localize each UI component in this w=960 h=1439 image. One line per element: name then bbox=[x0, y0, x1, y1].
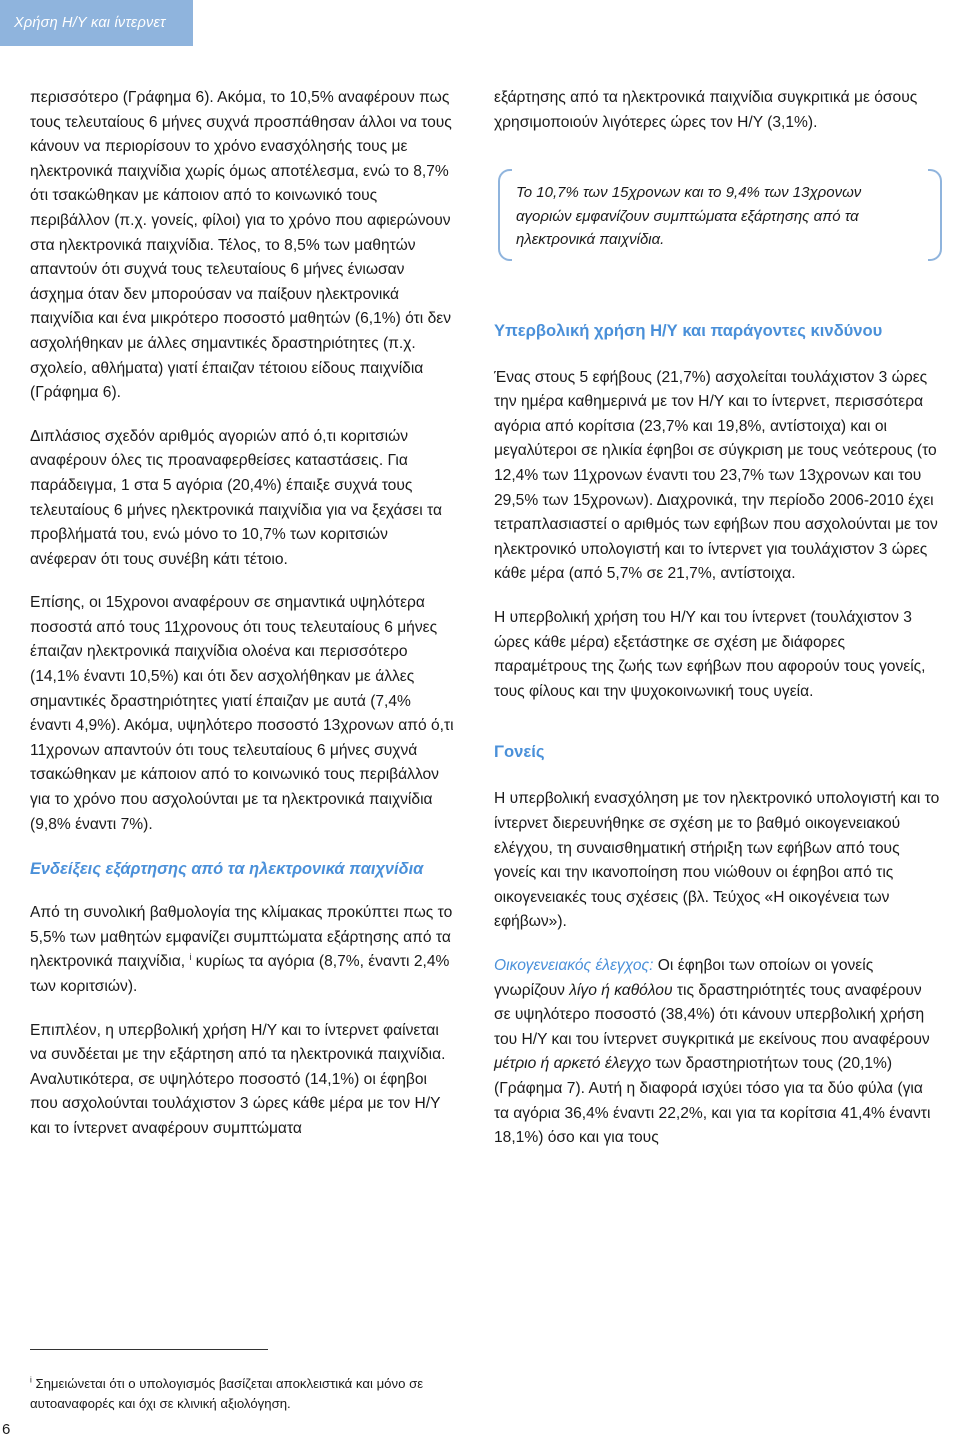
paragraph-text: Από τη συνολική βαθμολογία της κλίμακας προκύπτει πως το 5,5% των μαθητών εμφανίζει συμπτώματα εξάρτησης από τα ηλεκτρονικά παιχνίδια, bbox=[30, 904, 453, 971]
section-heading-parents: Γονείς bbox=[494, 742, 545, 762]
right-brace-icon bbox=[928, 169, 942, 261]
footnote-text: Σημειώνεται ότι ο υπολογισμός βασίζεται αποκλειστικά και μόνο σε αυτοαναφορές και όχι σε κλινική αξιολόγηση. bbox=[30, 1376, 424, 1411]
paragraph: Επίσης, οι 15χρονοι αναφέρουν σε σημαντικά υψηλότερα ποσοστά από τους 11χρονους ότι τους τελευταίους 6 μήνες έπαιζαν ηλεκτρονικά παιχνίδια ολοένα και περισσότερο (14,1% έναντι 10,5%) και ότι δεν ασχολήθηκαν με άλλες σημαντικές δραστηριότητες γιατί έπαιζαν με αυτά (7,4% έναντι 4,9%). Ακόμα, υψηλότερο ποσοστό 13χρονων από ό,τι 11χρονων απαντούν ότι τους τελευταίους 6 μήνες συχνά τσακώθηκαν με κάποιον από το κοινωνικό τους περιβάλλον για το χρόνο που ασχολούνται με τα ηλεκτρονικά παιχνίδια (9,8% έναντι 7%). bbox=[30, 594, 454, 833]
footnote bbox=[30, 1374, 456, 1413]
highlight-callout bbox=[494, 175, 940, 258]
callout-text: Το 10,7% των 15χρονων και το 9,4% των 13χρονων αγοριών εμφανίζουν συμπτώματα εξάρτησης από τα ηλεκτρονικά παιχνίδια. bbox=[516, 184, 862, 249]
paragraph-text: κυρίως τα αγόρια (8,7%, έναντι 2,4% των κοριτσιών). bbox=[30, 953, 450, 995]
paragraph: εξάρτησης από τα ηλεκτρονικά παιχνίδια συγκριτικά με όσους χρησιμοποιούν λιγότερες ώρες τον Η/Υ (3,1%). bbox=[494, 89, 918, 131]
emphasis-text: λίγο ή καθόλου bbox=[569, 981, 673, 999]
section-heading-addiction: Ενδείξεις εξάρτησης από τα ηλεκτρονικά παιχνίδια bbox=[30, 860, 424, 879]
paragraph: περισσότερο (Γράφημα 6). Ακόμα, το 10,5% αναφέρουν πως τους τελευταίους 6 μήνες συχνά προσπάθησαν άλλοι να τους κάνουν να περιορίσουν το χρόνο ενασχόλησής τους με ηλεκτρονικά παιχνίδια χωρίς όμως αποτέλεσμα, ενώ το 8,7% ότι τσακώθηκαν με κάποιον από το κοινωνικό τους περιβάλλον (π.χ. γονείς, φίλοι) για το χρόνο που αφιερώνουν στα ηλεκτρονικά παιχνίδια. Τέλος, το 8,5% των μαθητών απαντούν ότι συχνά τους τελευταίους 6 μήνες ένιωσαν άσχημα όταν δεν μπορούσαν να παίξουν ηλεκτρονικά παιχνίδια και ένα μικρότερο ποσοστό μαθητών (6,1%) ότι δεν ασχολήθηκαν με άλλες σημαντικές δραστηριότητες (π.χ. σχολείο, αθλήματα) γιατί έπαιζαν τέτοιου είδους παιχνίδια (Γράφημα 6). bbox=[30, 89, 452, 402]
footnote-divider bbox=[30, 1349, 268, 1350]
section-title-tab bbox=[0, 0, 193, 46]
paragraph-text: των δραστηριοτήτων τους (20,1%) (Γράφημα 7). Αυτή η διαφορά ισχύει τόσο για τα δύο φύλα (για τα αγόρια 36,4% έναντι 22,2%, και για τα κορίτσια 41,4% έναντι 18,1%) όσο και για τους bbox=[494, 1055, 931, 1147]
paragraph: Ένας στους 5 εφήβους (21,7%) ασχολείται τουλάχιστον 3 ώρες την ημέρα καθημερινά με τον Η/Υ και το ίντερνετ, περισσότερα αγόρια από κορίτσια (23,7% και 19,8%, αντίστοιχα) και οι μεγαλύτεροι σε ηλικία έφηβοι σε σύγκριση με τους νεότερους (το 12,4% των 11χρονων έναντι του 23,7% των 13χρονων και του 29,5% των 15χρονων). Διαχρονικά, την περίοδο 2006-2010 έχει τετραπλασιαστεί ο αριθμός των εφήβων που ασχολούνται με τον ηλεκτρονικό υπολογιστή και το ίντερνετ για τουλάχιστον 3 ώρες κάθε μέρα (από 5,7% σε 21,7%, αντίστοιχα. bbox=[494, 368, 938, 583]
footnote-marker: i bbox=[30, 1375, 32, 1385]
page-number: 6 bbox=[2, 1421, 11, 1438]
paragraph: Η υπερβολική ενασχόληση με τον ηλεκτρονικό υπολογιστή και το ίντερνετ διερευνήθηκε σε σχέση με το βαθμό οικογενειακού ελέγχου, τη συναισθηματική στήριξη των εφήβων από τους γονείς και την ικανοποίηση που νιώθουν οι έφηβοι από τις οικογενειακές τους σχέσεις (βλ. Τεύχος «Η οικογένεια των εφήβων»). bbox=[494, 790, 940, 931]
paragraph: Επιπλέον, η υπερβολική χρήση Η/Υ και το ίντερνετ φαίνεται να συνδέεται με την εξάρτηση από τα ηλεκτρονικά παιχνίδια. Αναλυτικότερα, σε υψηλότερο ποσοστό (14,1%) οι έφηβοι που ασχολούνται τουλάχιστον 3 ώρες κάθε μέρα με τον Η/Υ και το ίντερνετ αναφέρουν συμπτώματα bbox=[30, 1021, 446, 1137]
paragraph-text: τις δραστηριότητές τους αναφέρουν σε υψηλότερο ποσοστό (38,4%) ότι κάνουν υπερβολική χρήση του Η/Υ και του ίντερνετ συγκριτικά με εκείνους που αναφέρουν bbox=[494, 981, 930, 1048]
footnote-reference[interactable]: i bbox=[189, 952, 192, 963]
inline-heading-family-control: Οικογενειακός έλεγχος: bbox=[494, 956, 654, 974]
left-brace-icon bbox=[498, 169, 512, 261]
right-column bbox=[494, 86, 940, 1151]
emphasis-text: μέτριο ή αρκετό έλεγχο bbox=[494, 1055, 652, 1073]
section-heading-overuse: Υπερβολική χρήση Η/Υ και παράγοντες κινδύνου bbox=[494, 320, 883, 340]
paragraph: Διπλάσιος σχεδόν αριθμός αγοριών από ό,τι κοριτσιών αναφέρουν όλες τις προαναφερθείσες καταστάσεις. Για παράδειγμα, 1 στα 5 αγόρια (20,4%) έπαιξε συχνά τους τελευταίους 6 μήνες ηλεκτρονικά παιχνίδια για να ξεχάσει τα προβλήματά του, ενώ μόνο το 10,7% των κοριτσιών ανέφεραν ότι τους συνέβη κάτι τέτοιο. bbox=[30, 427, 443, 568]
paragraph bbox=[30, 901, 456, 999]
section-title: Χρήση Η/Υ και ίντερνετ bbox=[14, 15, 166, 31]
paragraph: Η υπερβολική χρήση του Η/Υ και του ίντερνετ (τουλάχιστον 3 ώρες κάθε μέρα) εξετάστηκε σε σχέση με διάφορες παραμέτρους της ζωής των εφήβων που αφορούν τους γονείς, τους φίλους και την ψυχοκοινωνική τους υγεία. bbox=[494, 609, 926, 700]
paragraph-text: Οι έφηβοι των οποίων οι γονείς γνωρίζουν bbox=[494, 956, 874, 999]
paragraph bbox=[494, 954, 940, 1151]
left-column bbox=[30, 86, 456, 1142]
